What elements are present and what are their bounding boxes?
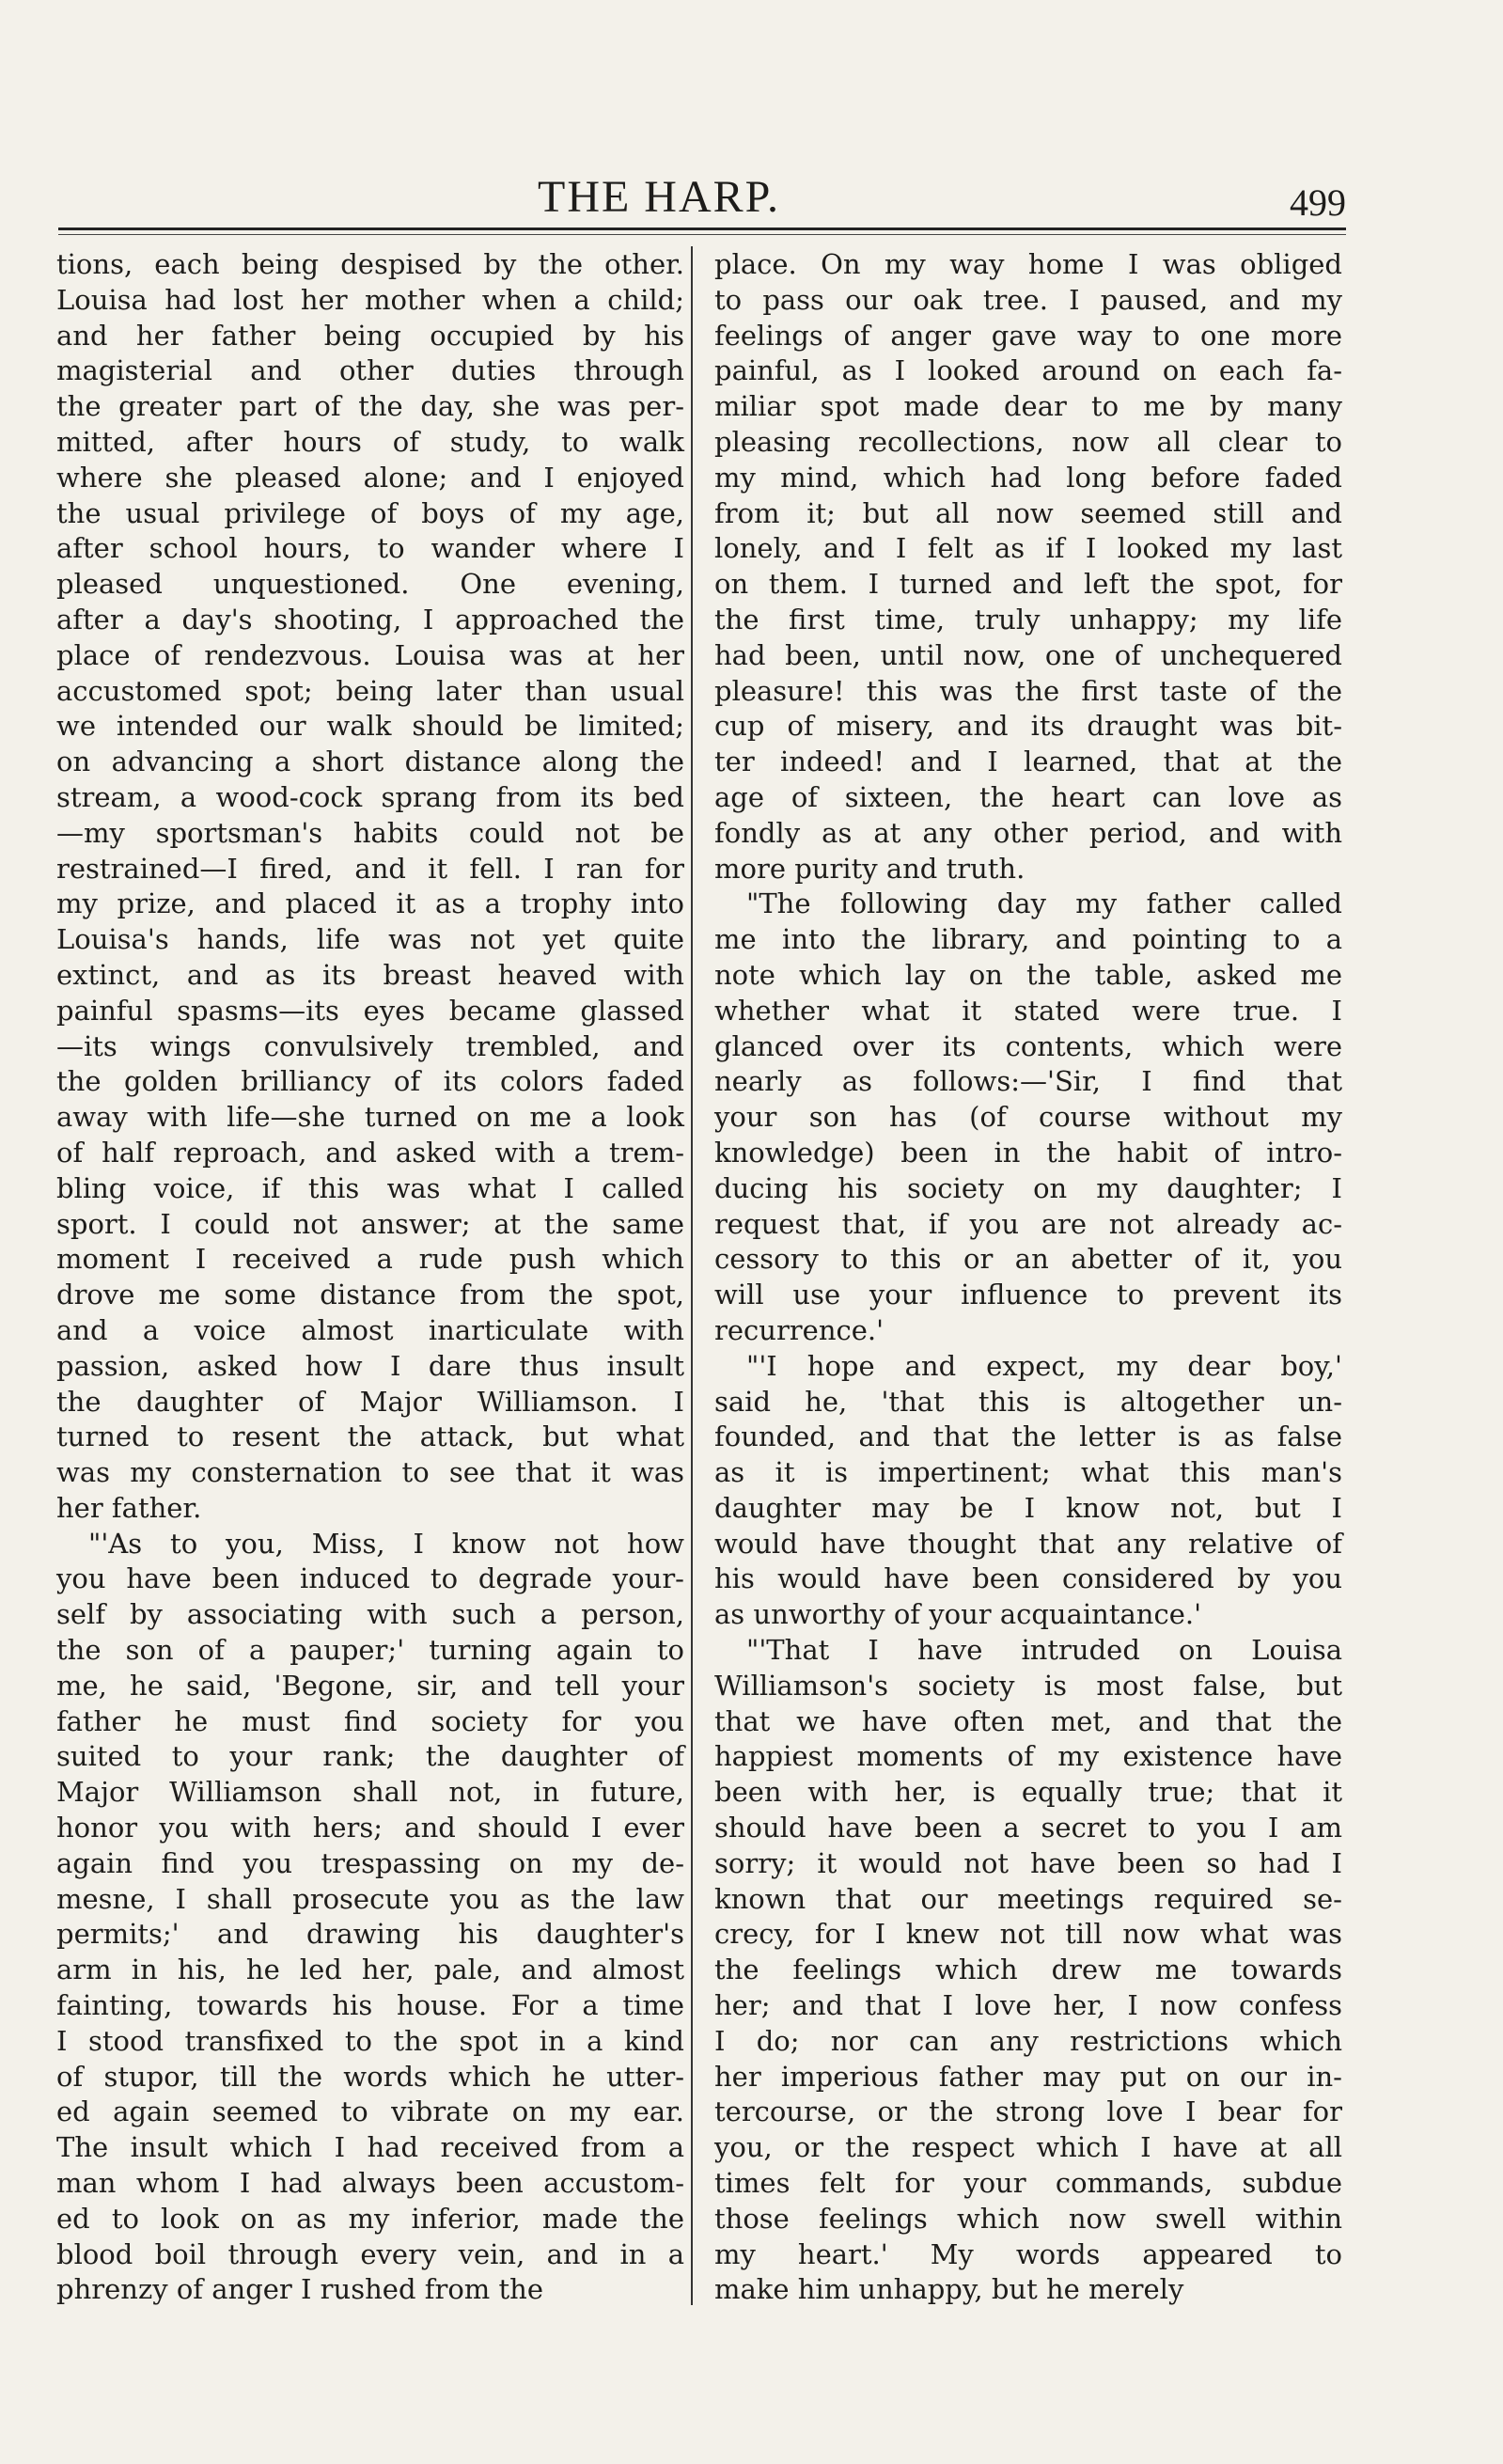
- left-column-line: of half reproach, and asked with a trem-: [56, 1136, 684, 1169]
- left-column-line: was my consternation to see that it was: [56, 1456, 684, 1489]
- left-column-line: after a day's shooting, I approached the: [56, 603, 684, 636]
- left-column-line: we intended our walk should be limited;: [56, 710, 684, 743]
- right-column-line: tercourse, or the strong love I bear for: [714, 2095, 1342, 2128]
- right-column-line: more purity and truth.: [714, 852, 1025, 885]
- right-column-line: lonely, and I felt as if I looked my last: [714, 532, 1342, 565]
- right-column-line: would have thought that any relative of: [714, 1527, 1342, 1560]
- left-column-line: sport. I could not answer; at the same: [56, 1207, 684, 1240]
- right-column-line: his would have been considered by you: [714, 1562, 1342, 1595]
- left-column-line: ed to look on as my inferior, made the: [56, 2202, 684, 2235]
- right-column-line: request that, if you are not already ac-: [714, 1207, 1342, 1240]
- right-column-line: my heart.' My words appeared to: [714, 2237, 1342, 2270]
- left-column-line: "'As to you, Miss, I know not how: [88, 1527, 684, 1560]
- left-column-line: permits;' and drawing his daughter's: [56, 1918, 684, 1951]
- right-column-line: "'I hope and expect, my dear boy,': [746, 1349, 1342, 1382]
- left-column-line: suited to your rank; the daughter of: [56, 1740, 684, 1773]
- left-column-line: drove me some distance from the spot,: [56, 1279, 684, 1311]
- right-column-line: will use your influence to prevent its: [714, 1279, 1342, 1311]
- right-column-line: cessory to this or an abetter of it, you: [714, 1243, 1342, 1276]
- left-column-line: and her father being occupied by his: [56, 319, 684, 352]
- right-column-line: miliar spot made dear to me by many: [714, 390, 1342, 423]
- left-column-line: accustomed spot; being later than usual: [56, 674, 684, 707]
- right-column-line: the feelings which drew me towards: [714, 1954, 1342, 1986]
- right-column-line: should have been a secret to you I am: [714, 1812, 1342, 1844]
- right-column-line: her; and that I love her, I now confess: [714, 1989, 1342, 2022]
- right-column-line: that we have often met, and that the: [714, 1704, 1342, 1737]
- left-column-line: blood boil through every vein, and in a: [56, 2237, 684, 2270]
- left-column-line: —its wings convulsively trembled, and: [56, 1029, 684, 1062]
- left-column-line: extinct, and as its breast heaved with: [56, 958, 684, 991]
- column-divider: [691, 246, 693, 2305]
- left-column-line: her father.: [56, 1491, 202, 1524]
- left-column-line: the daughter of Major Williamson. I: [56, 1385, 684, 1418]
- right-column-line: founded, and that the letter is as false: [714, 1420, 1342, 1453]
- left-column-line: phrenzy of anger I rushed from the: [56, 2273, 543, 2306]
- left-column-line: Louisa had lost her mother when a child;: [56, 283, 684, 316]
- left-column-line: painful spasms—its eyes became glassed: [56, 994, 684, 1027]
- right-column-line: painful, as I looked around on each fa-: [714, 354, 1342, 387]
- left-column-line: bling voice, if this was what I called: [56, 1171, 684, 1204]
- right-column-line: times felt for your commands, subdue: [714, 2167, 1342, 2200]
- right-column-line: ducing his society on my daughter; I: [714, 1171, 1342, 1204]
- right-column-line: fondly as at any other period, and with: [714, 816, 1342, 849]
- left-column-line: away with life—she turned on me a look: [56, 1101, 684, 1134]
- left-column-line: ed again seemed to vibrate on my ear.: [56, 2095, 684, 2128]
- left-column: [56, 247, 684, 2308]
- right-column-line: my mind, which had long before faded: [714, 461, 1342, 494]
- left-column-line: on advancing a short distance along the: [56, 745, 684, 778]
- right-column-line: those feelings which now swell within: [714, 2202, 1342, 2235]
- left-column-line: honor you with hers; and should I ever: [56, 1812, 684, 1844]
- left-column-line: the golden brilliancy of its colors faded: [56, 1065, 684, 1098]
- right-column-line: from it; but all now seemed still and: [714, 496, 1342, 529]
- left-column-line: of stupor, till the words which he utter-: [56, 2060, 684, 2093]
- left-column-line: Louisa's hands, life was not yet quite: [56, 923, 684, 956]
- right-column-line: daughter may be I know not, but I: [714, 1491, 1342, 1524]
- right-column-line: said he, 'that this is altogether un-: [714, 1385, 1342, 1418]
- left-column-line: tions, each being despised by the other.: [56, 248, 684, 280]
- header-rule-thin: [58, 234, 1346, 235]
- running-title: THE HARP.: [538, 172, 781, 222]
- left-column-line: my prize, and placed it as a trophy into: [56, 887, 684, 920]
- right-column-line: your son has (of course without my: [714, 1101, 1342, 1134]
- right-column-line: as it is impertinent; what this man's: [714, 1456, 1342, 1489]
- right-column-line: pleasure! this was the first taste of the: [714, 674, 1342, 707]
- left-column-line: and a voice almost inarticulate with: [56, 1313, 684, 1346]
- left-column-line: place of rendezvous. Louisa was at her: [56, 638, 684, 671]
- left-column-line: where she pleased alone; and I enjoyed: [56, 461, 684, 494]
- left-column-line: mitted, after hours of study, to walk: [56, 425, 684, 458]
- right-column-line: had been, until now, one of unchequered: [714, 638, 1342, 671]
- right-column-line: note which lay on the table, asked me: [714, 958, 1342, 991]
- right-column-line: me into the library, and pointing to a: [714, 923, 1342, 956]
- right-column-line: nearly as follows:—'Sir, I find that: [714, 1065, 1342, 1098]
- right-column-line: recurrence.': [714, 1313, 885, 1346]
- left-column-line: after school hours, to wander where I: [56, 532, 684, 565]
- left-column-line: the greater part of the day, she was per-: [56, 390, 684, 423]
- left-column-line: I stood transfixed to the spot in a kind: [56, 2024, 684, 2057]
- right-column-line: as unworthy of your acquaintance.': [714, 1598, 1202, 1631]
- right-column-line: to pass our oak tree. I paused, and my: [714, 283, 1342, 316]
- right-column-line: happiest moments of my existence have: [714, 1740, 1342, 1773]
- right-column-line: cup of misery, and its draught was bit-: [714, 710, 1342, 743]
- right-column-line: "'That I have intruded on Louisa: [746, 1634, 1342, 1667]
- left-column-line: you have been induced to degrade your-: [56, 1562, 684, 1595]
- right-column-line: feelings of anger gave way to one more: [714, 319, 1342, 352]
- left-column-line: father he must find society for you: [56, 1704, 684, 1737]
- right-column-line: whether what it stated were true. I: [714, 994, 1342, 1027]
- left-column-line: stream, a wood-cock sprang from its bed: [56, 780, 684, 813]
- left-column-line: me, he said, 'Begone, sir, and tell your: [56, 1669, 684, 1702]
- right-column-line: place. On my way home I was obliged: [714, 248, 1342, 280]
- left-column-line: self by associating with such a person,: [56, 1598, 684, 1631]
- left-column-line: magisterial and other duties through: [56, 354, 684, 387]
- left-column-line: turned to resent the attack, but what: [56, 1420, 684, 1453]
- left-column-line: fainting, towards his house. For a time: [56, 1989, 684, 2022]
- right-column-line: sorry; it would not have been so had I: [714, 1846, 1342, 1879]
- left-column-line: the son of a pauper;' turning again to: [56, 1634, 684, 1667]
- right-column-line: glanced over its contents, which were: [714, 1029, 1342, 1062]
- header-rule: [58, 228, 1346, 230]
- right-column-line: Williamson's society is most false, but: [714, 1669, 1342, 1702]
- left-column-line: pleased unquestioned. One evening,: [56, 568, 684, 601]
- right-column-line: knowledge) been in the habit of intro-: [714, 1136, 1342, 1169]
- right-column-line: age of sixteen, the heart can love as: [714, 780, 1342, 813]
- left-column-line: arm in his, he led her, pale, and almost: [56, 1954, 684, 1986]
- right-column-line: I do; nor can any restrictions which: [714, 2024, 1342, 2057]
- left-column-line: The insult which I had received from a: [56, 2131, 684, 2164]
- right-column-line: the first time, truly unhappy; my life: [714, 603, 1342, 636]
- left-column-line: restrained—I fired, and it fell. I ran for: [56, 852, 684, 885]
- left-column-line: moment I received a rude push which: [56, 1243, 684, 1276]
- right-column-line: pleasing recollections, now all clear to: [714, 425, 1342, 458]
- page-number: 499: [1290, 181, 1346, 224]
- right-column-line: ter indeed! and I learned, that at the: [714, 745, 1342, 778]
- left-column-line: —my sportsman's habits could not be: [56, 816, 684, 849]
- left-column-line: Major Williamson shall not, in future,: [56, 1776, 684, 1809]
- right-column-line: make him unhappy, but he merely: [714, 2273, 1184, 2306]
- right-column-line: crecy, for I knew not till now what was: [714, 1918, 1342, 1951]
- right-column-line: you, or the respect which I have at all: [714, 2131, 1342, 2164]
- right-column-line: "The following day my father called: [746, 887, 1342, 920]
- left-column-line: man whom I had always been accustom-: [56, 2167, 684, 2200]
- right-column-line: on them. I turned and left the spot, for: [714, 568, 1342, 601]
- left-column-line: the usual privilege of boys of my age,: [56, 496, 684, 529]
- right-column-line: her imperious father may put on our in-: [714, 2060, 1342, 2093]
- right-column-line: known that our meetings required se-: [714, 1882, 1342, 1915]
- right-column-line: been with her, is equally true; that it: [714, 1776, 1342, 1809]
- left-column-line: mesne, I shall prosecute you as the law: [56, 1882, 684, 1915]
- left-column-line: passion, asked how I dare thus insult: [56, 1349, 684, 1382]
- right-column: [714, 247, 1342, 2308]
- left-column-line: again find you trespassing on my de-: [56, 1846, 684, 1879]
